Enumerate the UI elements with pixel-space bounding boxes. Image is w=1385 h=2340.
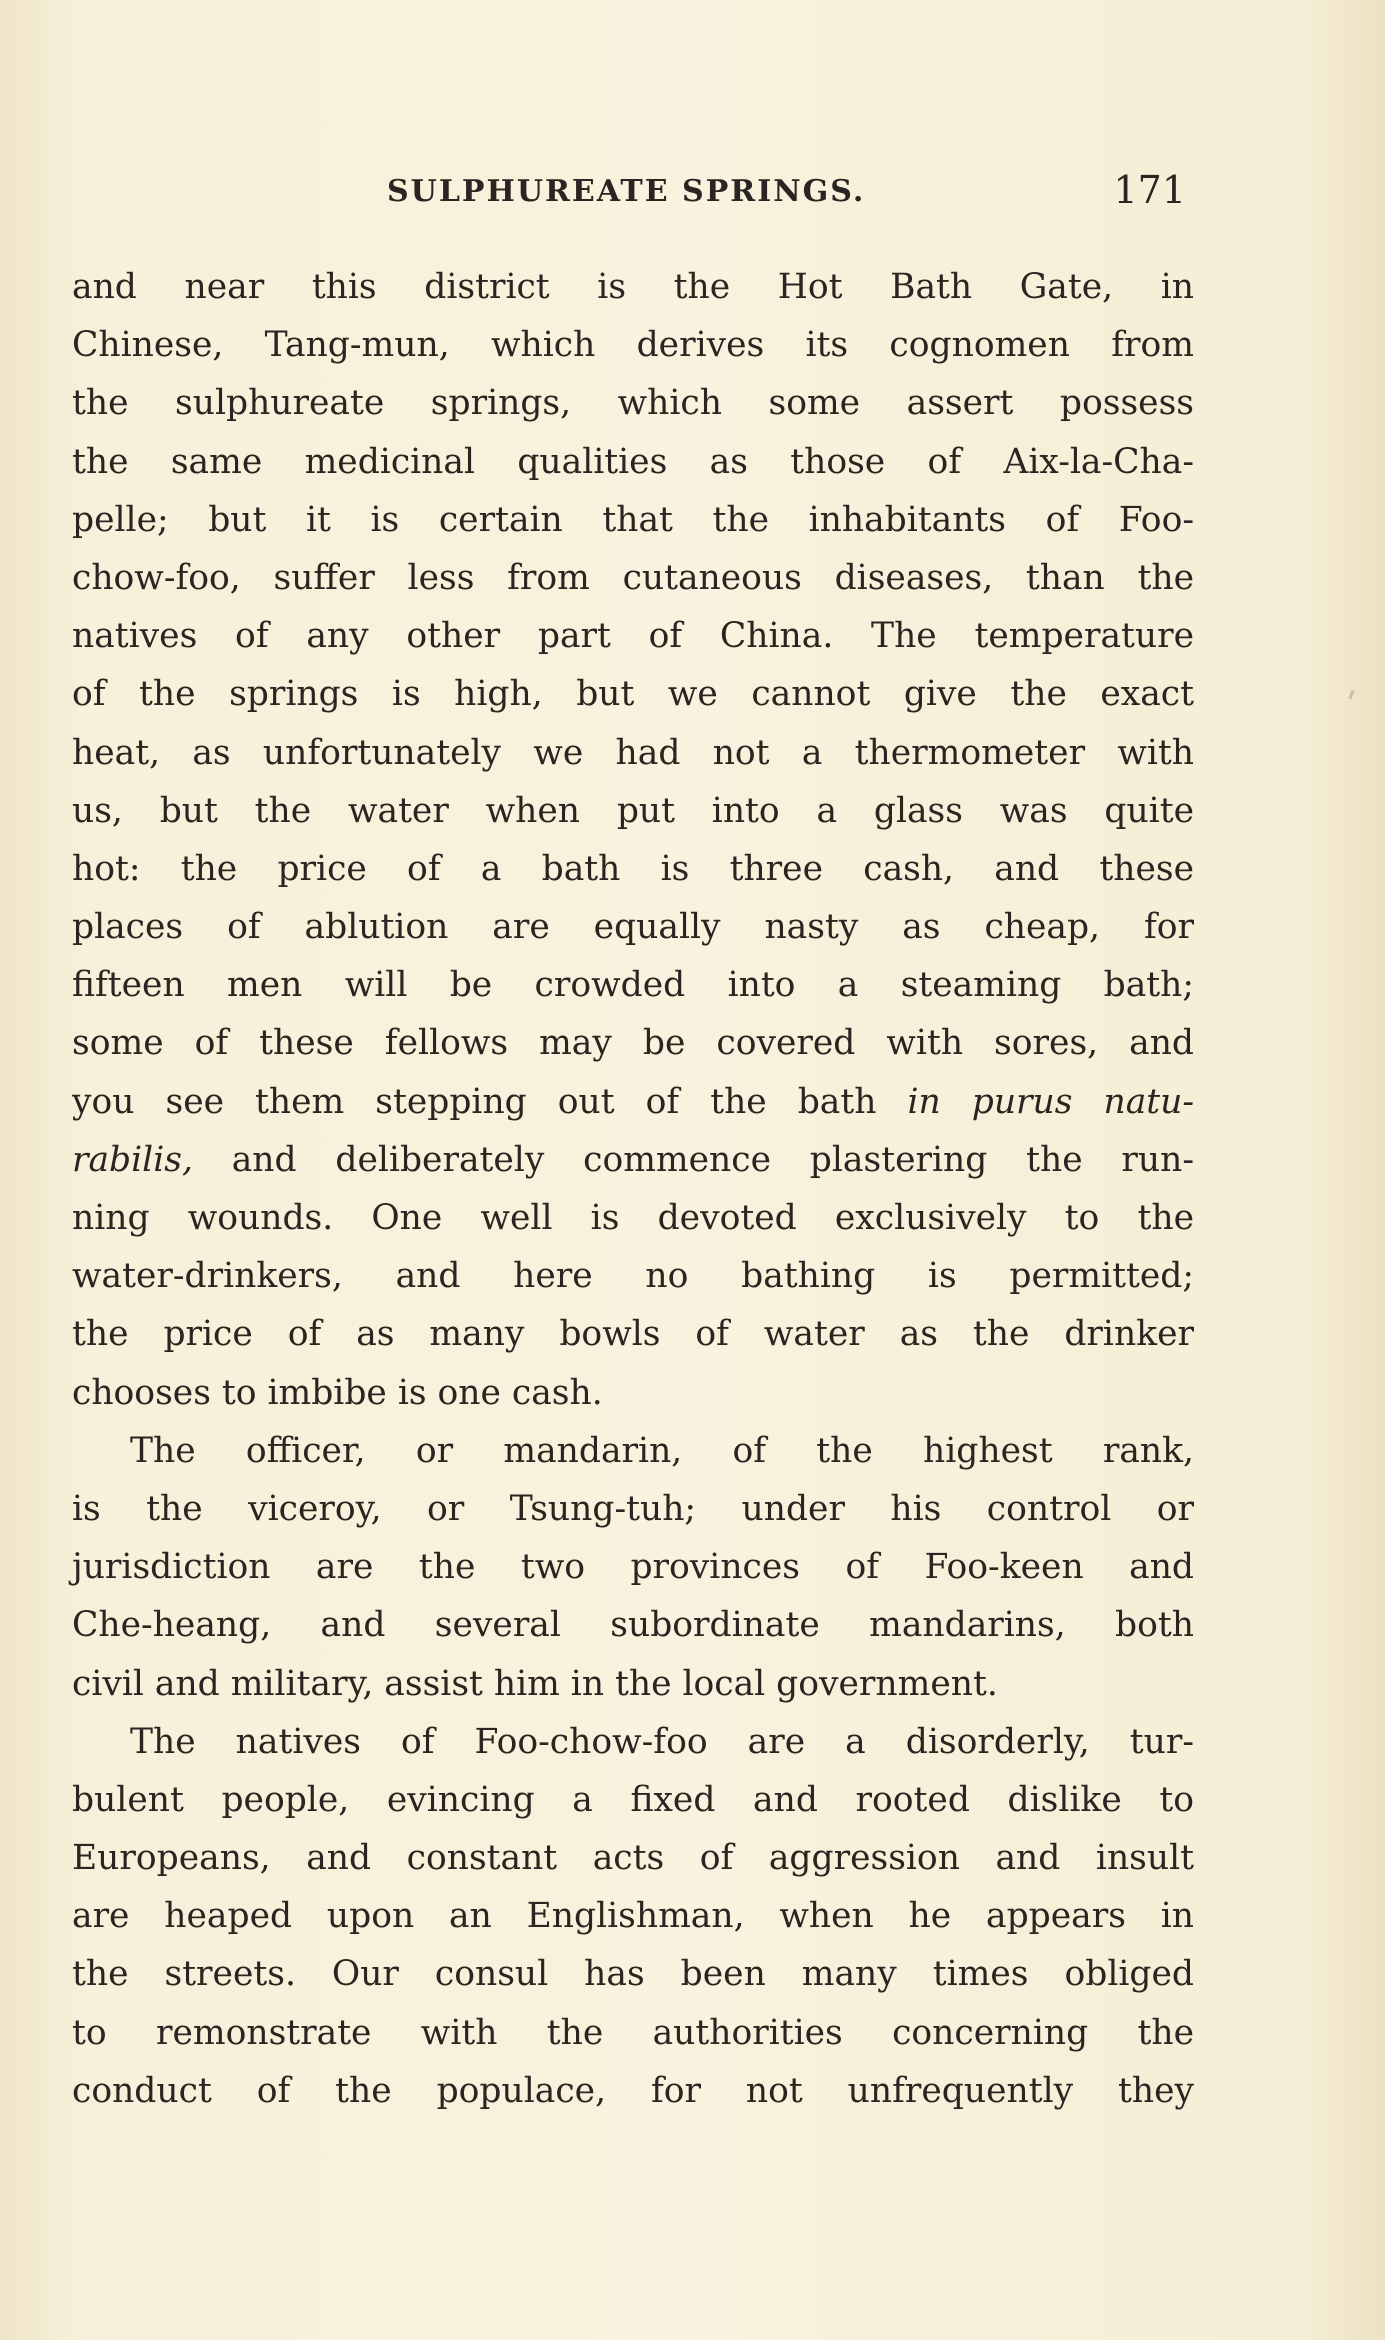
text-line: us, but the water when put into a glass was quite <box>72 790 1194 831</box>
text-line: chow-foo, suffer less from cutaneous diseases, than the <box>72 557 1194 598</box>
page-header <box>72 168 1194 218</box>
text-line: chooses to imbibe is one cash. <box>72 1372 603 1413</box>
text-line: is the viceroy, or Tsung-tuh; under his control or <box>72 1488 1194 1529</box>
text-line: some of these fellows may be covered with sores, and <box>72 1023 1194 1064</box>
text-line: Chinese, Tang-mun, which derives its cognomen from <box>72 325 1194 366</box>
text-line: of the springs is high, but we cannot give the exact <box>72 674 1194 715</box>
text-line: and near this district is the Hot Bath Gate, in <box>72 267 1194 307</box>
text-line: the sulphureate springs, which some assert possess <box>72 383 1194 424</box>
text-line: the streets. Our consul has been many times obliged <box>72 1954 1194 1995</box>
text-line: hot: the price of a bath is three cash, and these <box>72 848 1194 889</box>
text-run: you see them stepping out of the bath <box>72 1081 908 1122</box>
text-line: to remonstrate with the authorities concerning the <box>72 2012 1194 2053</box>
text-line: heat, as unfortunately we had not a thermometer with <box>72 732 1194 773</box>
text-run: and deliberately commence plastering the run- <box>192 1139 1194 1180</box>
text-line: pelle; but it is certain that the inhabitants of Foo- <box>72 499 1194 540</box>
text-line: water-drinkers, and here no bathing is permitted; <box>72 1256 1194 1297</box>
text-line: Europeans, and constant acts of aggression and insult <box>72 1838 1194 1879</box>
text-line: ning wounds. One well is devoted exclusively to the <box>72 1198 1194 1238</box>
text-line: the same medicinal qualities as those of Aix-la-Cha- <box>72 441 1194 482</box>
text-line: jurisdiction are the two provinces of Foo-keen and <box>72 1547 1194 1588</box>
text-line: Che-heang, and several subordinate mandarins, both <box>72 1605 1194 1646</box>
italic-phrase: in purus natu- <box>907 1081 1194 1122</box>
body-text <box>72 258 1194 2120</box>
text-line: The natives of Foo-chow-foo are a disorderly, tur- <box>130 1721 1194 1762</box>
running-head: SULPHUREATE SPRINGS. <box>387 174 866 209</box>
text-line: The officer, or mandarin, of the highest rank, <box>130 1430 1194 1471</box>
paragraph-3 <box>72 1713 1194 2120</box>
text-line: fifteen men will be crowded into a steaming bath; <box>72 965 1194 1006</box>
paragraph-1 <box>72 258 1194 1422</box>
text-line <box>72 1131 1194 1189</box>
paragraph-2 <box>72 1422 1194 1713</box>
text-line: natives of any other part of China. The temperature <box>72 616 1194 657</box>
page-number: 171 <box>1113 168 1186 212</box>
text-line: bulent people, evincing a fixed and rooted dislike to <box>72 1779 1194 1820</box>
text-line: the price of as many bowls of water as the drinker <box>72 1314 1194 1355</box>
text-line: places of ablution are equally nasty as cheap, for <box>72 907 1194 948</box>
text-line: conduct of the populace, for not unfrequently they <box>72 2070 1194 2111</box>
italic-phrase: rabilis, <box>72 1139 193 1180</box>
text-line: are heaped upon an Englishman, when he appears in <box>72 1896 1194 1937</box>
text-line <box>72 1073 1194 1131</box>
paper-speck <box>1349 690 1355 699</box>
text-line: civil and military, assist him in the local government. <box>72 1663 998 1704</box>
